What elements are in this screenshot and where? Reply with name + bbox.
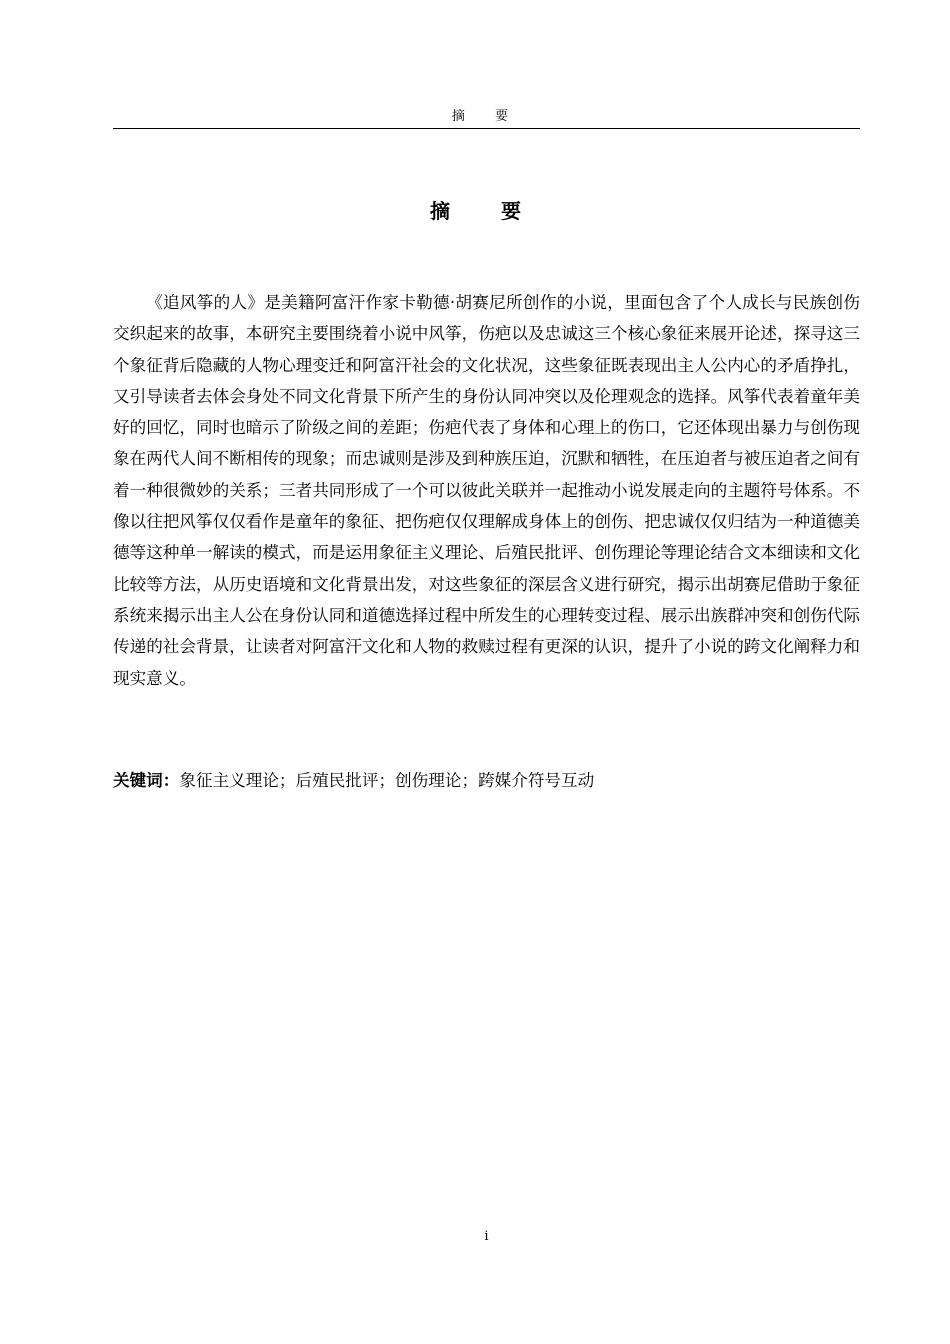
running-header: 摘 要 xyxy=(451,109,522,124)
keywords-label: 关键词： xyxy=(113,771,180,790)
header-divider xyxy=(113,128,860,129)
page-number: i xyxy=(484,1229,489,1244)
keywords-line xyxy=(113,765,860,796)
abstract-body: 《追风筝的人》是美籍阿富汗作家卡勒德·胡赛尼所创作的小说，里面包含了个人成长与民族创伤交织起来的故事，本研究主要围绕着小说中风筝，伤疤以及忠诚这三个核心象征来展开论述，探寻这三个象征背后隐藏的人物心理变迁和阿富汗社会的文化状况，这些象征既表现出主人公内心的矛盾挣扎，又引导读者去体会身处不同文化背景下所产生的身份认同冲突以及伦理观念的选择。风筝代表着童年美好的回忆，同时也暗示了阶级之间的差距；伤疤代表了身体和心理上的伤口，它还体现出暴力与创伤现象在两代人间不断相传的现象；而忠诚则是涉及到种族压迫，沉默和牺牲，在压迫者与被压迫者之间有着一种很微妙的关系；三者共同形成了一个可以彼此关联并一起推动小说发展走向的主题符号体系。不像以往把风筝仅仅看作是童年的象征、把伤疤仅仅理解成身体上的创伤、把忠诚仅仅归结为一种道德美德等这种单一解读的模式，而是运用象征主义理论、后殖民批评、创伤理论等理论结合文本细读和文化比较等方法，从历史语境和文化背景出发，对这些象征的深层含义进行研究，揭示出胡赛尼借助于象征系统来揭示出主人公在身份认同和道德选择过程中所发生的心理转变过程、展示出族群冲突和创伤代际传递的社会背景，让读者对阿富汗文化和人物的救赎过程有更深的认识，提升了小说的跨文化阐释力和现实意义。 xyxy=(113,293,860,688)
keywords-text: 象征主义理论；后殖民批评；创伤理论；跨媒介符号互动 xyxy=(179,771,595,790)
abstract-title: 摘 要 xyxy=(430,199,543,223)
